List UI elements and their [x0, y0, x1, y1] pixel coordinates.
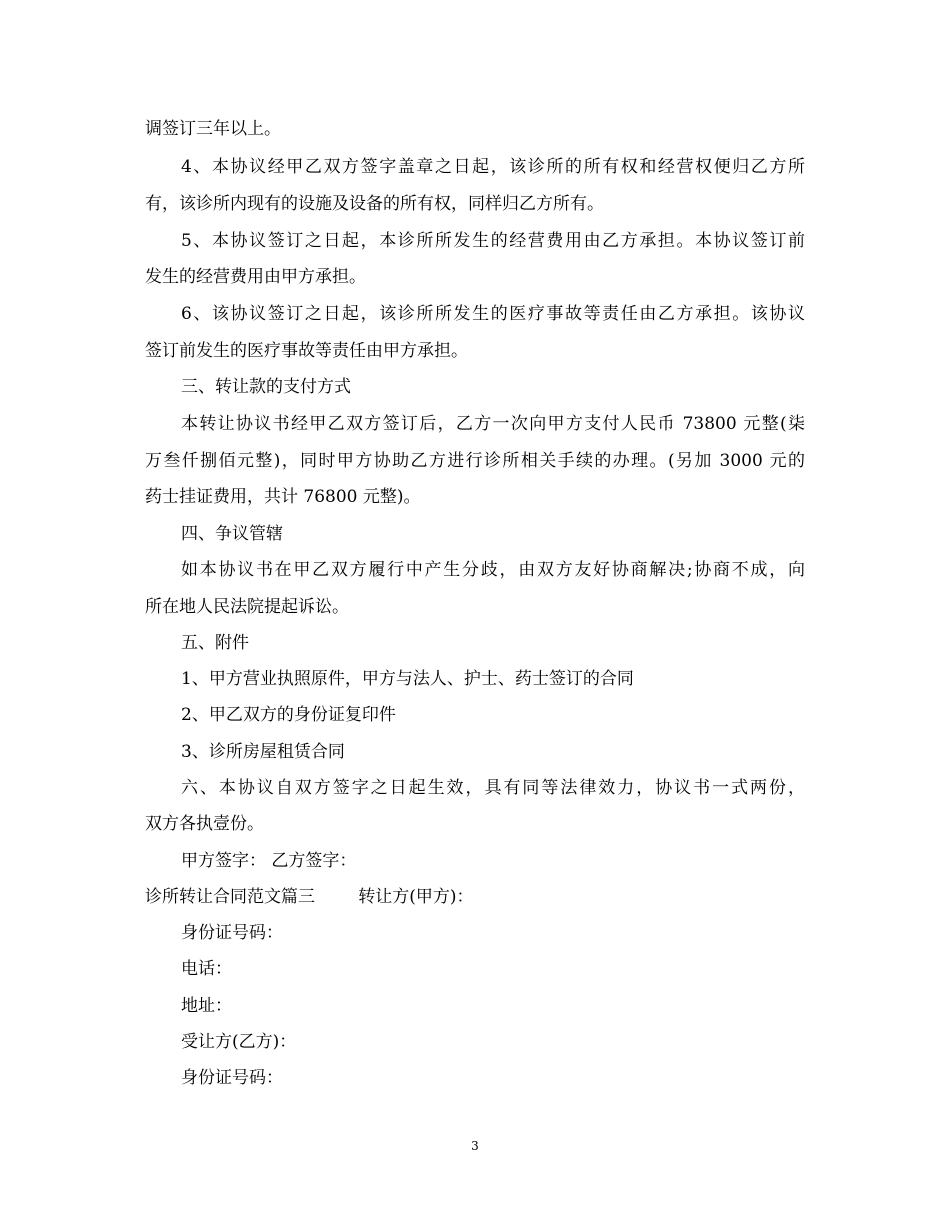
signature-line: 甲方签字： 乙方签字：: [181, 851, 357, 871]
section-heading-5: 五、附件: [181, 633, 249, 653]
text-line-19: 六、本协议自双方签字之日起生效，具有同等法律效力，协议书一式两份，: [181, 778, 805, 798]
text-line-1: 调签订三年以上。: [145, 119, 281, 139]
text-line-4: 5、本协议签订之日起，本诊所所发生的经营费用由乙方承担。本协议签订前: [181, 231, 805, 251]
text-line-14: 所在地人民法院提起诉讼。: [145, 597, 349, 617]
text-line-10: 万叁仟捌佰元整)，同时甲方协助乙方进行诊所相关手续的办理。(另加 3000 元的: [145, 451, 805, 471]
article-3-heading: 诊所转让合同范文篇三 转让方(甲方)：: [145, 887, 474, 907]
text-line-11: 药士挂证费用，共计 76800 元整)。: [145, 487, 421, 507]
text-line-20: 双方各执壹份。: [145, 814, 264, 834]
attachment-item-2: 2、甲乙双方的身份证复印件: [181, 705, 396, 725]
text-line-6: 6、该协议签订之日起，该诊所所发生的医疗事故等责任由乙方承担。该协议: [181, 304, 805, 324]
text-line-3: 有，该诊所内现有的设施及设备的所有权，同样归乙方所有。: [145, 194, 604, 214]
address-field-label: 地址：: [181, 996, 232, 1016]
transferee-field-label: 受让方(乙方)：: [181, 1032, 297, 1052]
id-number-field-label-1: 身份证号码：: [181, 923, 283, 943]
attachment-item-1: 1、甲方营业执照原件，甲方与法人、护士、药士签订的合同: [181, 669, 634, 689]
text-line-2: 4、本协议经甲乙双方签字盖章之日起，该诊所的所有权和经营权便归乙方所: [181, 157, 805, 177]
text-line-13: 如本协议书在甲乙双方履行中产生分歧，由双方友好协商解决;协商不成，向: [181, 560, 805, 580]
attachment-item-3: 3、诊所房屋租赁合同: [181, 742, 345, 762]
section-heading-4: 四、争议管辖: [181, 524, 283, 544]
text-line-7: 签订前发生的医疗事故等责任由甲方承担。: [145, 341, 468, 361]
section-heading-3: 三、转让款的支付方式: [181, 377, 351, 397]
phone-field-label: 电话：: [181, 959, 232, 979]
text-line-9: 本转让协议书经甲乙双方签订后，乙方一次向甲方支付人民币 73800 元整(柒: [181, 414, 805, 434]
id-number-field-label-2: 身份证号码：: [181, 1068, 283, 1088]
text-line-5: 发生的经营费用由甲方承担。: [145, 267, 366, 287]
page-number: 3: [471, 1139, 479, 1153]
